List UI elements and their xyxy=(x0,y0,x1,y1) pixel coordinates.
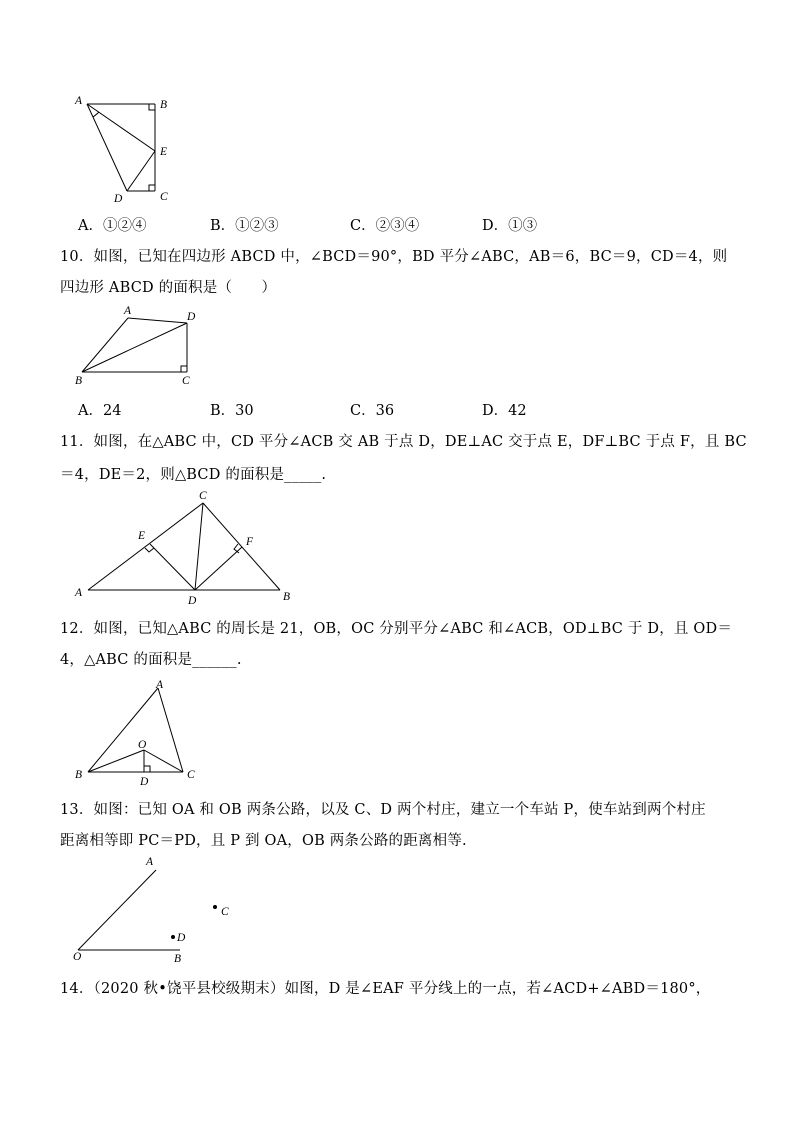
q11-label-c: C xyxy=(199,490,207,502)
q13-village-c-point xyxy=(213,905,217,909)
q13-village-d-point xyxy=(171,935,175,939)
q12-text-line2: 4，△ABC 的面积是______. xyxy=(60,652,242,668)
q13-text-line1: 13．如图：已知 OA 和 OB 两条公路，以及 C、D 两个村庄，建立一个车站 P，使车站到两个村庄 xyxy=(60,802,706,818)
q9-label-c: C xyxy=(160,191,168,203)
q11-figure xyxy=(70,486,295,608)
q11-label-d: D xyxy=(188,595,197,607)
q10-option-d: D．42 xyxy=(482,403,527,419)
q9-figure xyxy=(70,92,190,207)
q10-label-b: B xyxy=(75,375,83,387)
q9-label-a: A xyxy=(75,95,83,107)
q14-text-line1: 14．（2020 秋•饶平县校级期末）如图，D 是∠EAF 平分线上的一点，若∠ACD+∠ABD＝180°， xyxy=(60,981,711,997)
q10-figure xyxy=(70,302,210,394)
q10-text-line1: 10．如图，已知在四边形 ABCD 中，∠BCD＝90°，BD 平分∠ABC，AB＝6，BC＝9，CD＝4，则 xyxy=(60,249,728,265)
q9-label-d: D xyxy=(114,193,123,205)
q13-label-o: O xyxy=(73,951,82,963)
q11-text-line1: 11．如图，在△ABC 中，CD 平分∠ACB 交 AB 于点 D，DE⊥AC 交于点 E，DF⊥BC 于点 F，且 BC xyxy=(60,434,747,450)
q10-option-b: B．30 xyxy=(210,403,254,419)
q11-label-e: E xyxy=(138,530,146,542)
q12-label-o: O xyxy=(138,739,147,751)
q10-option-c: C．36 xyxy=(350,403,395,419)
q10-text-line2: 四边形 ABCD 的面积是（ ） xyxy=(60,280,277,296)
q12-figure xyxy=(70,674,200,786)
q10-label-c: C xyxy=(182,375,190,387)
q9-option-c: C．②③④ xyxy=(350,218,420,234)
q13-label-c: C xyxy=(221,906,229,918)
q12-label-a: A xyxy=(156,679,164,691)
q11-label-f: F xyxy=(246,536,254,548)
q9-option-b: B．①②③ xyxy=(210,218,279,234)
q10-label-d: D xyxy=(187,311,196,323)
q13-text-line2: 距离相等即 PC＝PD，且 P 到 OA，OB 两条公路的距离相等. xyxy=(60,833,467,849)
q12-label-d: D xyxy=(140,776,149,786)
q9-option-d: D．①③ xyxy=(482,218,538,234)
q9-label-b: B xyxy=(160,99,168,111)
q9-option-a: A．①②④ xyxy=(78,218,147,234)
q13-label-a: A xyxy=(146,856,154,868)
q12-label-c: C xyxy=(187,769,195,781)
q9-label-e: E xyxy=(160,146,168,158)
q10-option-a: A．24 xyxy=(78,403,122,419)
q12-label-b: B xyxy=(75,769,83,781)
q13-figure xyxy=(70,852,240,968)
q11-text-line2: ＝4，DE＝2，则△BCD 的面积是_____. xyxy=(60,467,327,483)
q11-label-a: A xyxy=(75,587,83,599)
q12-text-line1: 12．如图，已知△ABC 的周长是 21，OB，OC 分别平分∠ABC 和∠ACB，OD⊥BC 于 D，且 OD＝ xyxy=(60,621,733,637)
q11-label-b: B xyxy=(283,591,291,603)
q13-label-b: B xyxy=(174,953,182,965)
q10-label-a: A xyxy=(124,305,132,317)
q13-label-d: D xyxy=(177,932,186,944)
